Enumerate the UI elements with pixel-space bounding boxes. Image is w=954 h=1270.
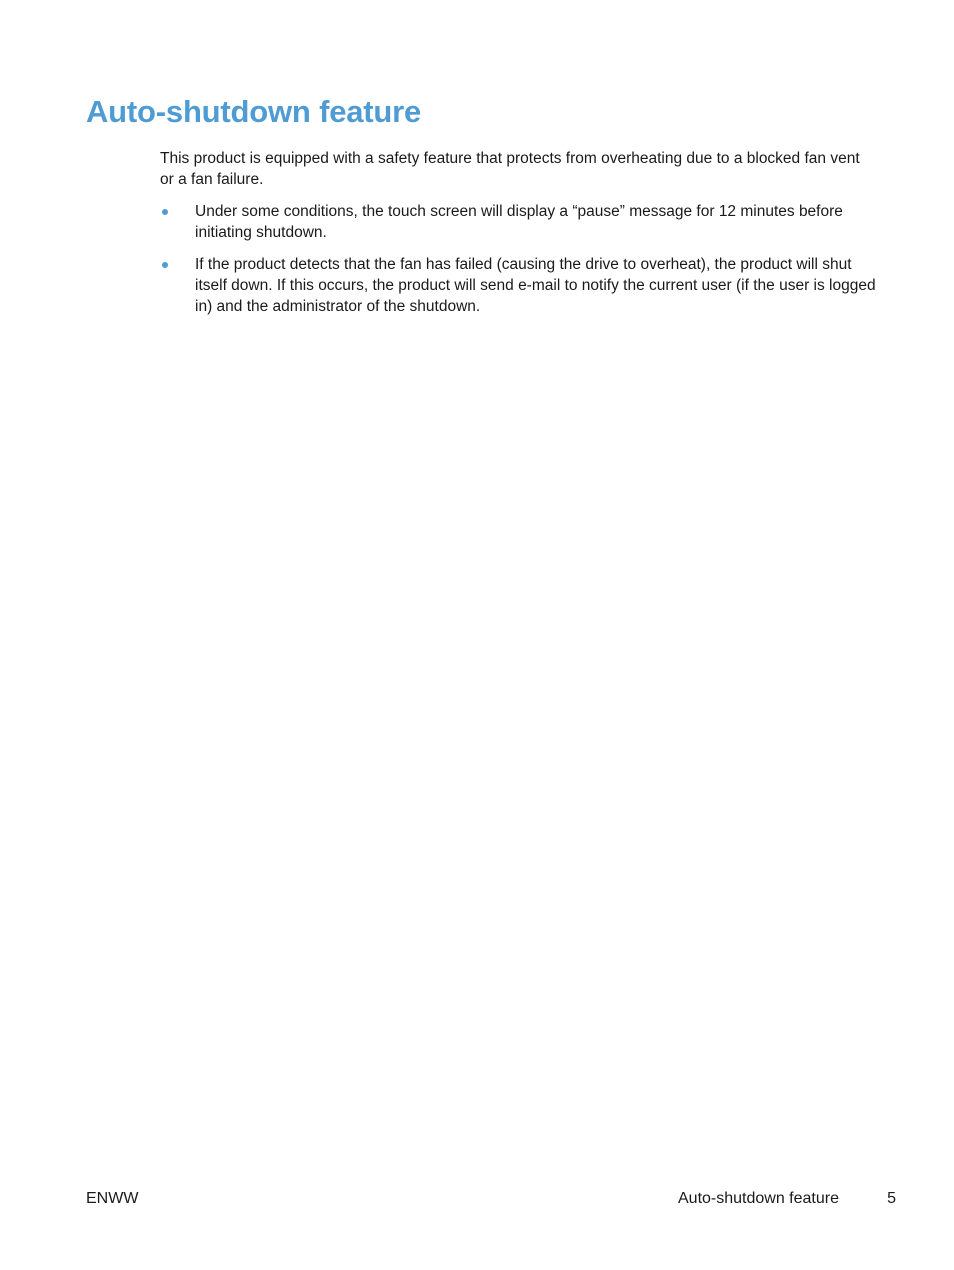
bullet-text: If the product detects that the fan has failed (causing the drive to overheat), the product will shut itself down. If this occurs, the product will send e-mail to notify the current user (if the user is logged in) and the administrator of the shutdown. [195, 256, 876, 315]
footer-locale: ENWW [86, 1190, 139, 1207]
footer-page-number: 5 [887, 1190, 896, 1207]
body-content [160, 148, 876, 328]
bullet-item [160, 201, 876, 243]
intro-paragraph: This product is equipped with a safety feature that protects from overheating due to a blocked fan vent or a fan failure. [160, 150, 860, 188]
bullet-text: Under some conditions, the touch screen will display a “pause” message for 12 minutes before initiating shutdown. [195, 203, 843, 241]
bullet-dot-icon [162, 262, 168, 268]
bullet-dot-icon [162, 209, 168, 215]
bullet-item [160, 254, 876, 317]
bullet-list [160, 201, 876, 317]
footer-section-title: Auto-shutdown feature [678, 1190, 839, 1207]
page-title: Auto-shutdown feature [86, 94, 422, 129]
